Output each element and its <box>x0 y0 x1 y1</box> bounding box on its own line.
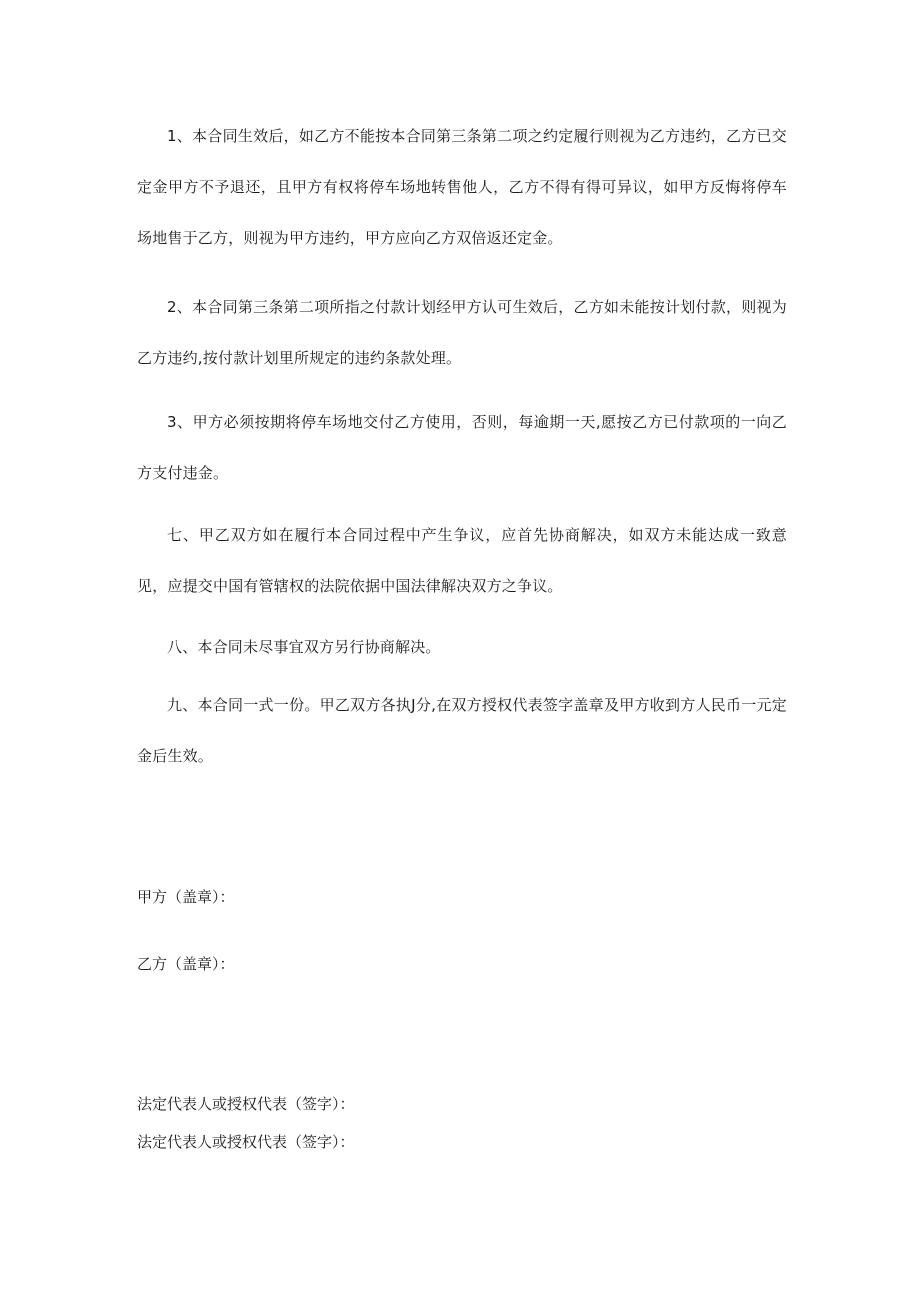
clause-2: 2、本合同第三条第二项所指之付款计划经甲方认可生效后，乙方如未能按计划付款，则视为乙方违约,按付款计划里所规定的违约条款处理。 <box>137 298 787 367</box>
clause-7: 七、甲乙双方如在履行本合同过程中产生争议，应首先协商解决，如双方未能达成一致意见，应提交中国有管辖权的法院依据中国法律解决双方之争议。 <box>137 526 787 595</box>
representative-signature-label: 法定代表人或授权代表（签字）： <box>137 1133 355 1151</box>
party-b-seal-label: 乙方（盖章）： <box>137 955 235 973</box>
party-a-seal-label: 甲方（盖章）： <box>137 888 235 906</box>
representative-signature-label: 法定代表人或授权代表（签字）： <box>137 1095 355 1113</box>
clause-9: 九、本合同一式一份。甲乙双方各执J分,在双方授权代表签字盖章及甲方收到方人民币一元定金后生效。 <box>137 696 787 765</box>
clause-8: 八、本合同未尽事宜双方另行协商解决。 <box>167 638 441 656</box>
clause-1: 1、本合同生效后，如乙方不能按本合同第三条第二项之约定履行则视为乙方违约，乙方已交定金甲方不予退还，且甲方有权将停车场地转售他人，乙方不得有得可异议，如甲方反悔将停车场地售于乙方，则视为甲方违约，甲方应向乙方双倍返还定金。 <box>137 127 787 247</box>
clause-3: 3、甲方必须按期将停车场地交付乙方使用，否则，每逾期一天,愿按乙方已付款项的一向乙方支付违金。 <box>137 413 787 482</box>
